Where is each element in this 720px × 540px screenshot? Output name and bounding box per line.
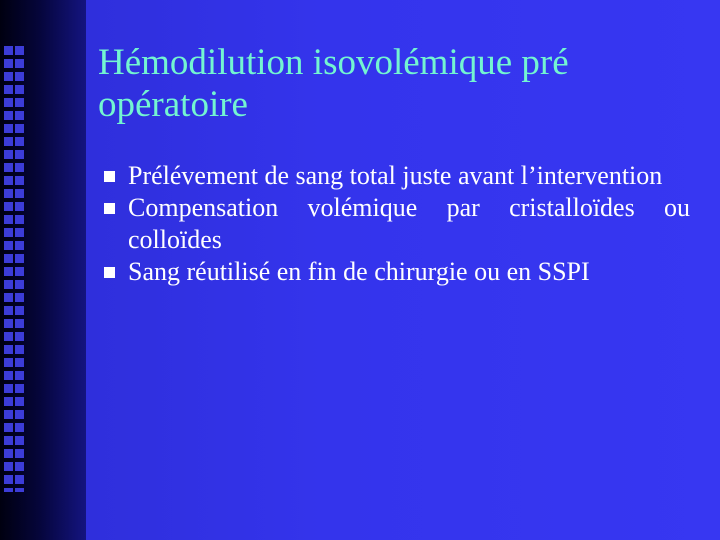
bullet-text: Compensation volémique par cristalloïdes ou colloïdes xyxy=(128,193,690,254)
decorative-square-column xyxy=(4,46,24,492)
square-bullet-icon xyxy=(104,171,115,182)
left-decorative-band xyxy=(0,0,86,540)
bullet-item xyxy=(104,192,690,256)
bullet-list xyxy=(104,160,690,288)
square-bullet-icon xyxy=(104,203,115,214)
square-bullet-icon xyxy=(104,267,115,278)
slide-title: Hémodilution isovolémique pré opératoire xyxy=(98,42,569,125)
bullet-text: Sang réutilisé en fin de chirurgie ou en SSPI xyxy=(128,257,590,286)
bullet-item xyxy=(104,160,690,192)
bullet-item xyxy=(104,256,690,288)
bullet-text: Prélévement de sang total juste avant l’intervention xyxy=(128,161,663,190)
